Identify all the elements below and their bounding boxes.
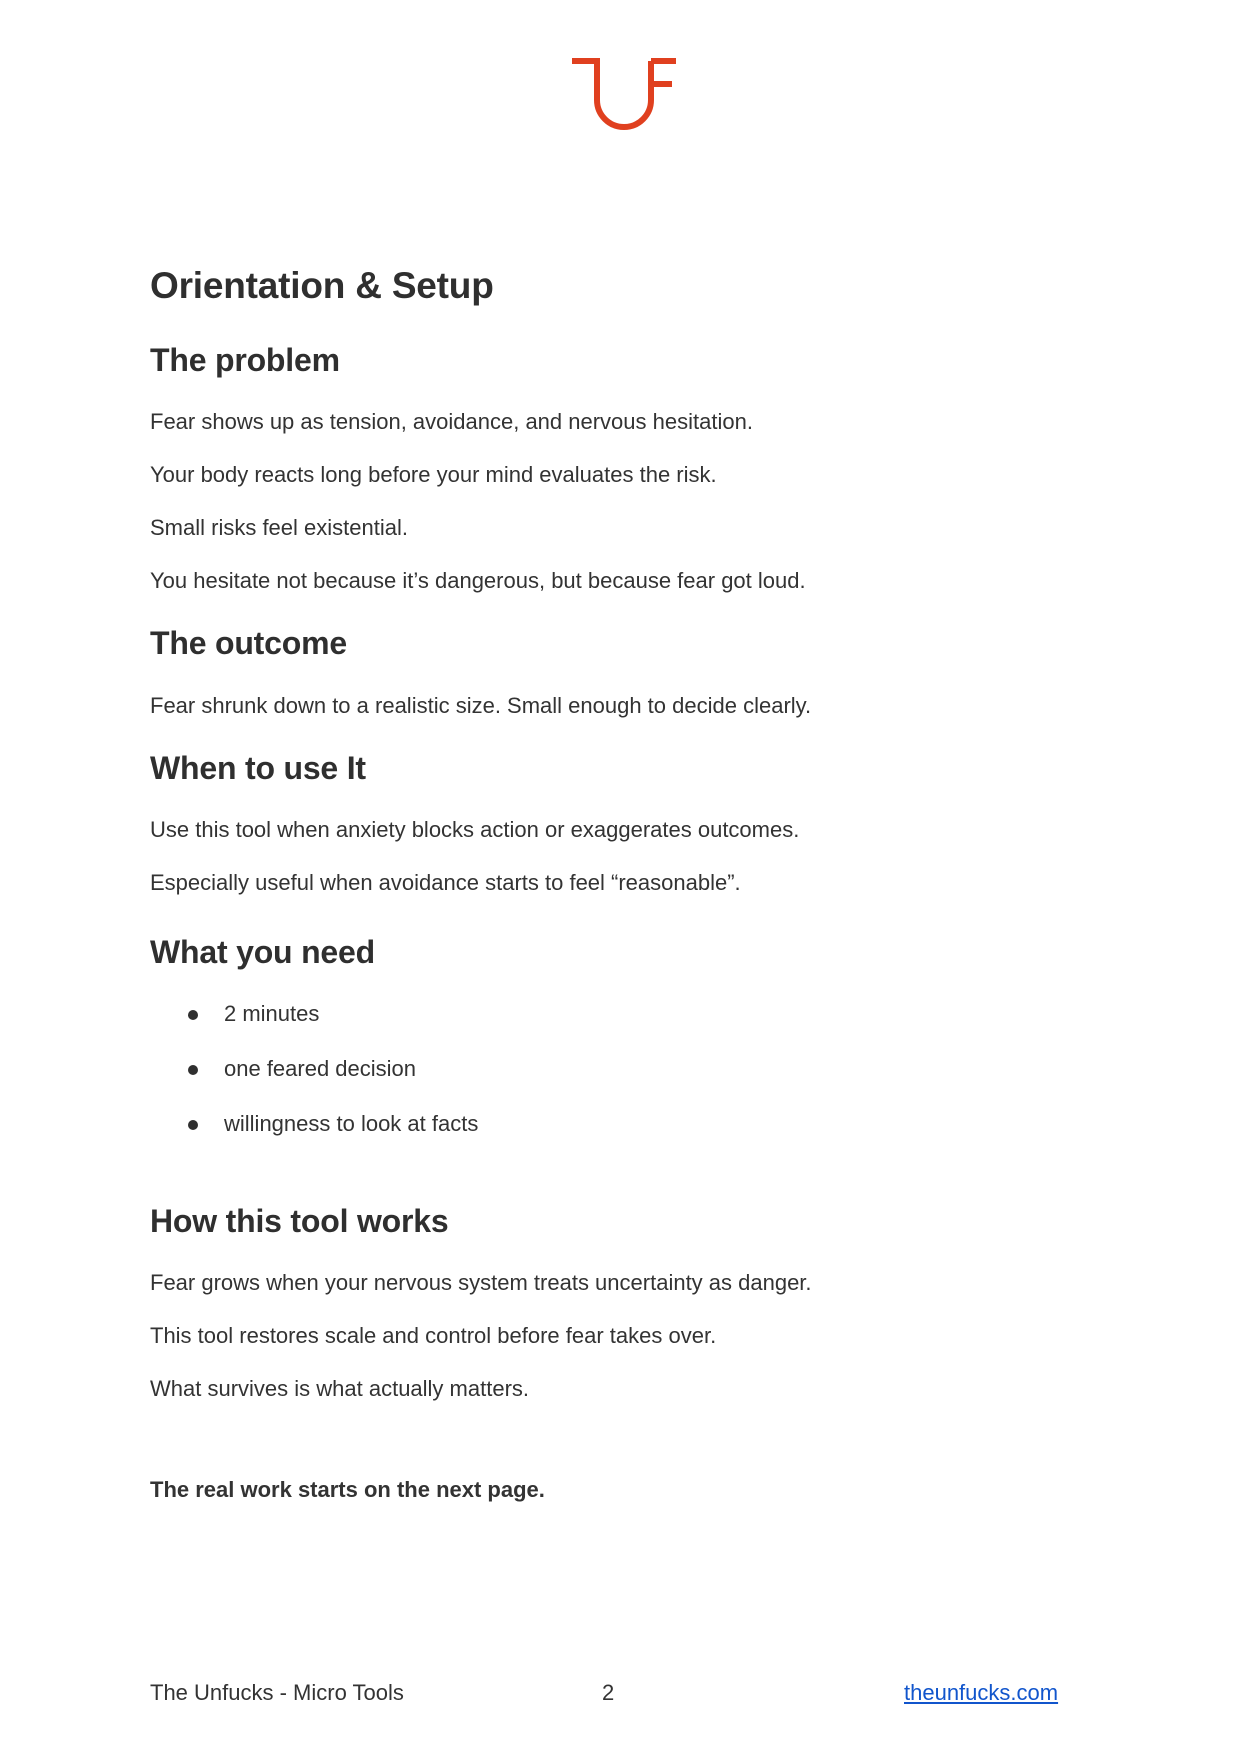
how-paragraph: This tool restores scale and control before fear takes over.: [150, 1323, 717, 1348]
section-heading-how: How this tool works: [150, 1203, 449, 1239]
bullet-dot: [188, 1010, 198, 1020]
footer-title: The Unfucks - Micro Tools: [150, 1680, 404, 1705]
when-paragraph: Especially useful when avoidance starts to feel “reasonable”.: [150, 870, 741, 895]
page-title: Orientation & Setup: [150, 265, 494, 306]
list-item: 2 minutes: [224, 1001, 320, 1026]
when-paragraph: Use this tool when anxiety blocks action or exaggerates outcomes.: [150, 817, 800, 842]
bullet-dot: [188, 1120, 198, 1130]
how-paragraph: What survives is what actually matters.: [150, 1376, 530, 1401]
problem-paragraph: You hesitate not because it’s dangerous, but because fear got loud.: [150, 568, 806, 593]
page-number: 2: [602, 1680, 615, 1705]
problem-paragraph: Your body reacts long before your mind evaluates the risk.: [150, 462, 717, 487]
bullet-dot: [188, 1065, 198, 1075]
how-paragraph: Fear grows when your nervous system treats uncertainty as danger.: [150, 1270, 812, 1295]
brand-logo: [572, 58, 676, 132]
uf-logo-icon: [572, 58, 676, 132]
section-heading-problem: The problem: [150, 342, 340, 378]
problem-paragraph: Fear shows up as tension, avoidance, and nervous hesitation.: [150, 409, 753, 434]
list-item: one feared decision: [224, 1056, 417, 1081]
section-heading-when: When to use It: [150, 750, 366, 786]
list-item: willingness to look at facts: [224, 1111, 479, 1136]
outcome-paragraph: Fear shrunk down to a realistic size. Small enough to decide clearly.: [150, 693, 812, 718]
next-page-callout: The real work starts on the next page.: [150, 1477, 545, 1502]
website-link[interactable]: theunfucks.com: [904, 1680, 1059, 1705]
section-heading-outcome: The outcome: [150, 625, 347, 661]
section-heading-need: What you need: [150, 934, 375, 970]
problem-paragraph: Small risks feel existential.: [150, 515, 408, 540]
